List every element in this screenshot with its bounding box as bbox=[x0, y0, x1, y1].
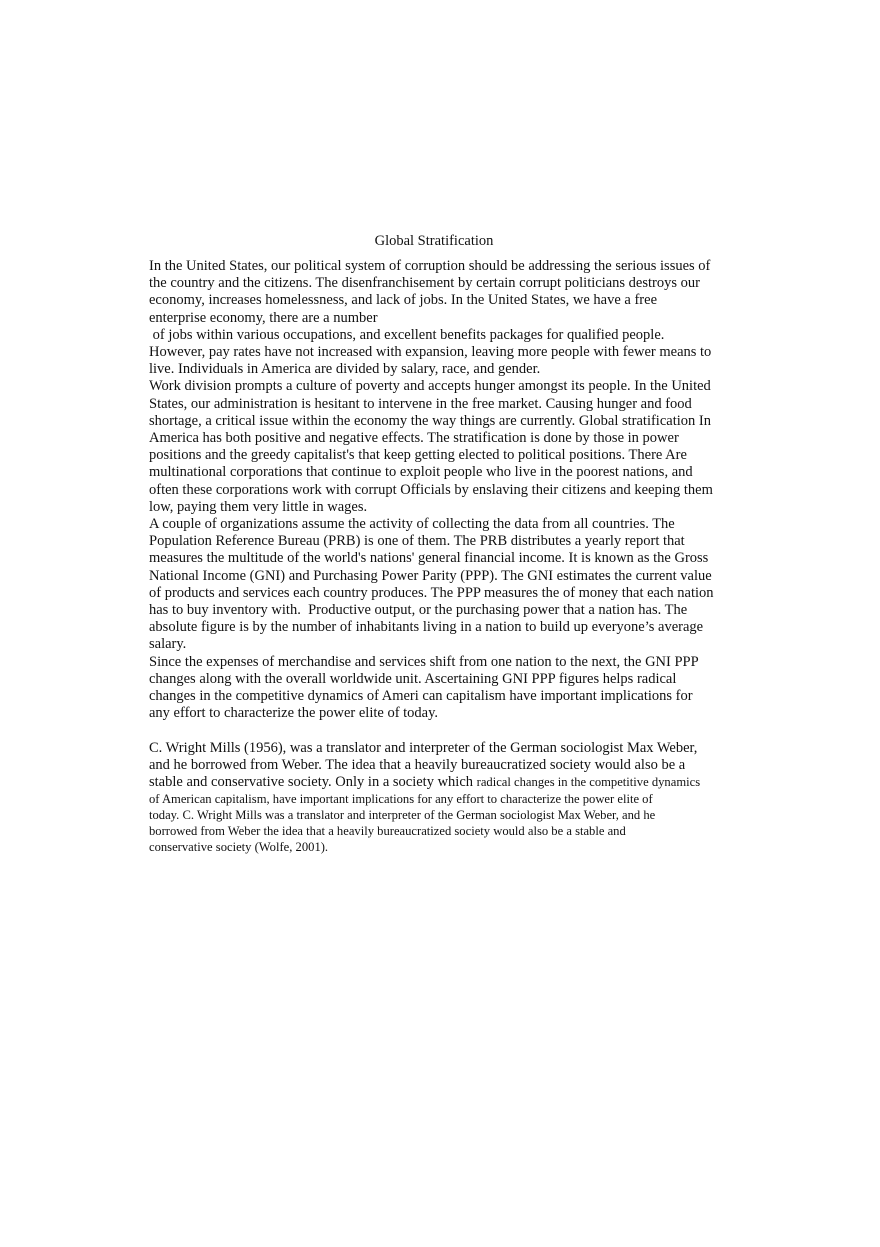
text-line: C. Wright Mills (1956), was a translator and interpreter of the German sociologist Max Weber, bbox=[149, 739, 698, 756]
text-line-small: today. C. Wright Mills was a translator and interpreter of the German sociologist Max Weber, and he bbox=[149, 808, 656, 823]
text-line: multinational corporations that continue to exploit people who live in the poorest nations, and bbox=[149, 464, 693, 481]
text-line: low, paying them very little in wages. bbox=[149, 498, 368, 515]
text-line: of products and services each country produces. The PPP measures the of money that each nation bbox=[149, 584, 714, 601]
text-line: has to buy inventory with. Productive output, or the purchasing power that a nation has. The bbox=[149, 602, 688, 619]
paragraph-5 bbox=[149, 740, 739, 856]
text-line: National Income (GNI) and Purchasing Power Parity (PPP). The GNI estimates the current value bbox=[149, 567, 712, 584]
paragraph-4 bbox=[149, 654, 739, 723]
text-line: Since the expenses of merchandise and services shift from one nation to the next, the GNI PPP bbox=[149, 653, 699, 670]
text-line: States, our administration is hesitant to intervene in the free market. Causing hunger and food bbox=[149, 395, 692, 412]
text-line: and he borrowed from Weber. The idea that a heavily bureaucratized society would also be a bbox=[149, 756, 686, 773]
text-line: economy, increases homelessness, and lack of jobs. In the United States, we have a free bbox=[149, 292, 658, 309]
text-line: any effort to characterize the power elite of today. bbox=[149, 705, 439, 722]
text-line-small: conservative society (Wolfe, 2001). bbox=[149, 840, 329, 855]
text-line: However, pay rates have not increased with expansion, leaving more people with fewer means to bbox=[149, 344, 712, 361]
text-line: changes in the competitive dynamics of Ameri can capitalism have important implications for bbox=[149, 688, 693, 705]
text-line: often these corporations work with corrupt Officials by enslaving their citizens and keeping them bbox=[149, 481, 713, 498]
text-line: salary. bbox=[149, 636, 187, 653]
paragraph-spacer bbox=[149, 722, 739, 739]
text-line-small: of American capitalism, have important implications for any effort to characterize the power elite of bbox=[149, 792, 653, 807]
paragraph-3 bbox=[149, 516, 739, 654]
paragraph-1 bbox=[149, 258, 739, 378]
text-line: Population Reference Bureau (PRB) is one of them. The PRB distributes a yearly report that bbox=[149, 533, 685, 550]
text-line: enterprise economy, there are a number bbox=[149, 309, 378, 326]
text-line: A couple of organizations assume the activity of collecting the data from all countries. The bbox=[149, 516, 675, 533]
text-line: measures the multitude of the world's nations' general financial income. It is known as the Gross bbox=[149, 550, 709, 567]
text-line: the country and the citizens. The disenfranchisement by certain corrupt politicians destroys our bbox=[149, 275, 700, 292]
text-run-large: stable and conservative society. Only in a society which bbox=[149, 774, 477, 791]
text-line: absolute figure is by the number of inhabitants living in a nation to build up everyone’s average bbox=[149, 619, 704, 636]
text-line: shortage, a critical issue within the economy the way things are currently. Global stratification In bbox=[149, 412, 711, 429]
text-line: changes along with the overall worldwide unit. Ascertaining GNI PPP figures helps radical bbox=[149, 670, 677, 687]
text-line: America has both positive and negative effects. The stratification is done by those in power bbox=[149, 430, 679, 447]
text-line-small: borrowed from Weber the idea that a heavily bureaucratized society would also be a stable and bbox=[149, 824, 626, 839]
text-line: of jobs within various occupations, and excellent benefits packages for qualified people. bbox=[149, 326, 665, 343]
document-title: Global Stratification bbox=[374, 233, 494, 249]
text-line: Work division prompts a culture of poverty and accepts hunger amongst its people. In the United bbox=[149, 378, 711, 395]
text-run-small: radical changes in the competitive dynamics bbox=[476, 775, 701, 790]
text-line: live. Individuals in America are divided by salary, race, and gender. bbox=[149, 361, 541, 378]
text-line: positions and the greedy capitalist's that keep getting elected to political positions. There Are bbox=[149, 447, 687, 464]
paragraph-2 bbox=[149, 378, 739, 516]
text-line-mixed bbox=[149, 774, 739, 791]
document-body bbox=[149, 258, 739, 855]
text-line: In the United States, our political system of corruption should be addressing the serious issues of bbox=[149, 258, 711, 274]
